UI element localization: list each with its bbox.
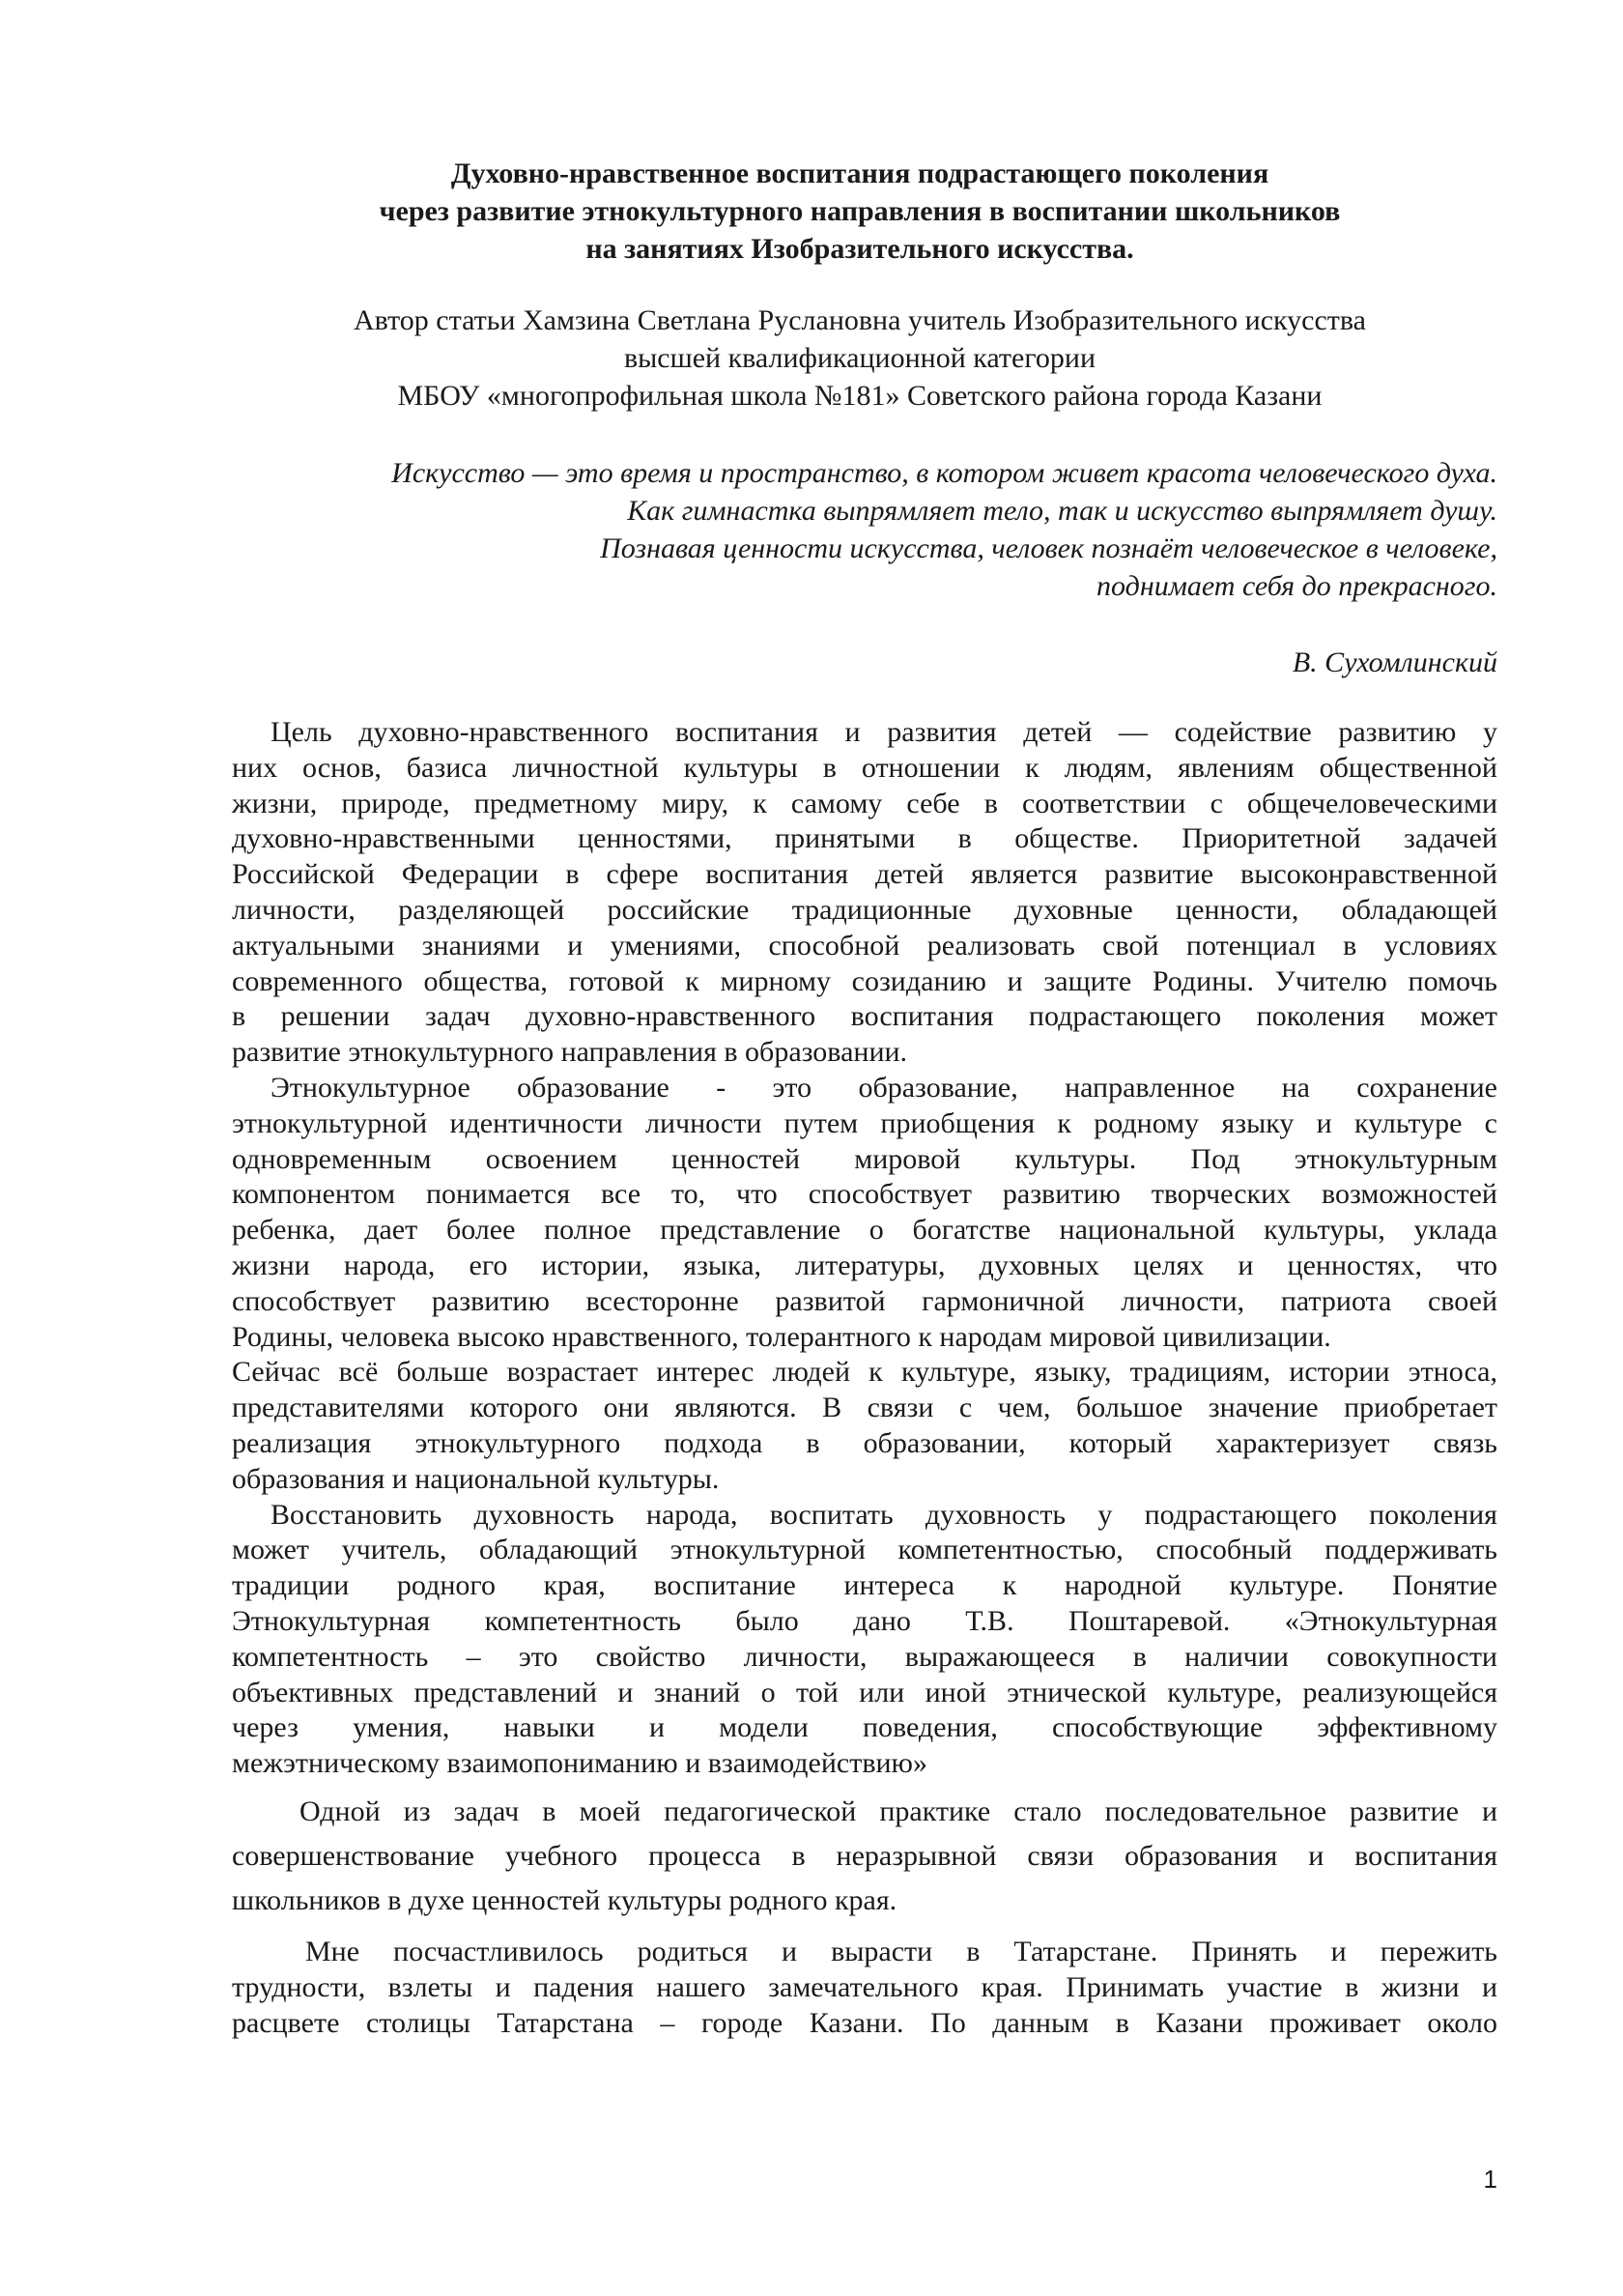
paragraph-line: жизни, природе, предметному миру, к самому себе в соответствии с общечеловеческими — [232, 787, 1497, 819]
paragraph-line: межэтническому взаимопониманию и взаимодействию» — [232, 1747, 927, 1780]
paragraph-line: способствует развитию всесторонне развитой гармоничной личности, патриота своей — [232, 1284, 1497, 1317]
paragraph-line: Цель духовно-нравственного воспитания и развития детей — содействие развитию у — [270, 716, 1497, 748]
paragraph-line: этнокультурной идентичности личности путем приобщения к родному языку и культуре с — [232, 1106, 1497, 1139]
page-number: 1 — [1483, 2165, 1497, 2194]
paragraph-line: личности, разделяющей российские традиционные духовные ценности, обладающей — [232, 893, 1497, 926]
title-line: Духовно-нравственное воспитания подрастающего поколения — [450, 158, 1269, 189]
paragraph-line: Этнокультурная компетентность было дано Т.В. Поштаревой. «Этнокультурная — [232, 1604, 1497, 1637]
paragraph-line: может учитель, обладающий этнокультурной компетентностью, способный поддерживать — [232, 1534, 1497, 1566]
paragraph-line: реализация этнокультурного подхода в образовании, который характеризует связь — [232, 1426, 1497, 1459]
paragraph-line: традиции родного края, воспитание интереса к народной культуре. Понятие — [232, 1569, 1497, 1602]
paragraph-line: образования и национальной культуры. — [232, 1462, 720, 1495]
paragraph-line: представителями которого они являются. В связи с чем, большое значение приобретает — [232, 1392, 1497, 1424]
paragraph-tatarstan — [232, 1935, 1497, 2041]
paragraph-goal — [232, 715, 1497, 1071]
paragraph-line: них основ, базиса личностной культуры в отношении к людям, явлениям общественной — [232, 751, 1497, 784]
author-line: Автор статьи Хамзина Светлана Руслановна учитель Изобразительного искусства — [353, 304, 1366, 336]
epigraph-line: поднимает себя до прекрасного. — [1096, 570, 1497, 602]
paragraph-line: школьников в духе ценностей культуры родного края. — [232, 1883, 897, 1916]
epigraph-line: Познавая ценности искусства, человек познаёт человеческое в человеке, — [600, 532, 1497, 564]
title-line: через развитие этнокультурного направления в воспитании школьников — [379, 195, 1341, 227]
paragraph-line: компонентом понимается все то, что способствует развитию творческих возможностей — [232, 1178, 1497, 1211]
paragraph-line: актуальными знаниями и умениями, способной реализовать свой потенциал в условиях — [232, 929, 1497, 961]
article-body — [232, 715, 1497, 2041]
paragraph-line: развитие этнокультурного направления в образовании. — [232, 1036, 908, 1069]
author-block — [232, 301, 1488, 415]
epigraph-line: Искусство — это время и пространство, в котором живет красота человеческого духа. — [391, 457, 1497, 489]
author-line: высшей квалификационной категории — [623, 342, 1096, 374]
paragraph-line: компетентность – это свойство личности, выражающееся в наличии совокупности — [232, 1640, 1497, 1673]
paragraph-competence — [232, 1498, 1497, 1782]
paragraph-line: духовно-нравственными ценностями, принятыми в обществе. Приоритетной задачей — [232, 822, 1497, 855]
document-title — [232, 155, 1488, 268]
paragraph-line: расцвете столицы Татарстана – городе Казани. По данным в Казани проживает около — [232, 2006, 1497, 2039]
paragraph-line: жизни народа, его истории, языка, литературы, духовных целях и ценностях, что — [232, 1248, 1497, 1281]
paragraph-line: совершенствование учебного процесса в неразрывной связи образования и воспитания — [232, 1839, 1497, 1872]
epigraph-line: Как гимнастка выпрямляет тело, так и искусство выпрямляет душу. — [627, 495, 1497, 527]
paragraph-line: Российской Федерации в сфере воспитания детей является развитие высоконравственной — [232, 858, 1497, 891]
paragraph-line: современного общества, готовой к мирному созиданию и защите Родины. Учителю помочь — [232, 964, 1497, 997]
paragraph-line: через умения, навыки и модели поведения, способствующие эффективному — [232, 1711, 1497, 1744]
epigraph-signature: В. Сухомлинский — [1292, 646, 1497, 678]
epigraph — [242, 454, 1497, 605]
paragraph-ethnocultural-education — [232, 1071, 1497, 1355]
paragraph-practice — [232, 1790, 1497, 1923]
paragraph-line: Родины, человека высоко нравственного, толерантного к народам мировой цивилизации. — [232, 1320, 1331, 1353]
paragraph-interest — [232, 1355, 1497, 1497]
paragraph-line: трудности, взлеты и падения нашего замечательного края. Принимать участие в жизни и — [232, 1970, 1497, 2003]
paragraph-line: одновременным освоением ценностей мировой культуры. Под этнокультурным — [232, 1142, 1497, 1175]
paragraph-line: Мне посчастливилось родиться и вырасти в Татарстане. Принять и пережить — [305, 1935, 1497, 1967]
author-line: МБОУ «многопрофильная школа №181» Советского района города Казани — [397, 380, 1323, 412]
paragraph-line: ребенка, дает более полное представление о богатстве национальной культуры, уклада — [232, 1214, 1497, 1247]
paragraph-line: Одной из задач в моей педагогической практике стало последовательное развитие и — [299, 1794, 1497, 1827]
paragraph-line: Восстановить духовность народа, воспитать духовность у подрастающего поколения — [270, 1498, 1497, 1531]
paragraph-line: объективных представлений и знаний о той или иной этнической культуре, реализующейся — [232, 1676, 1497, 1708]
title-line: на занятиях Изобразительного искусства. — [585, 233, 1134, 265]
paragraph-line: Сейчас всё больше возрастает интерес людей к культуре, языку, традициям, истории этноса, — [232, 1356, 1497, 1389]
paragraph-line: в решении задач духовно-нравственного воспитания подрастающего поколения может — [232, 1000, 1497, 1033]
paragraph-line: Этнокультурное образование - это образование, направленное на сохранение — [270, 1071, 1497, 1104]
